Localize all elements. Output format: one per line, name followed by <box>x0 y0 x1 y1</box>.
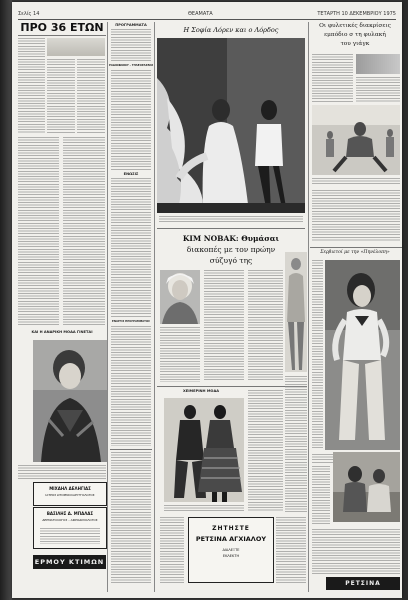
program-subtitle: ΡΑΔΙΟΦΩΝΟΥ – ΤΗΛΕΟΡΑΣΕΩΣ <box>109 64 154 67</box>
article-text <box>276 517 306 583</box>
column-rule <box>107 22 108 592</box>
section-rule <box>157 228 305 229</box>
article-text <box>47 59 75 134</box>
novak-photo-svg <box>160 270 200 324</box>
scan-edge-left <box>0 0 12 600</box>
column-rule <box>308 22 309 592</box>
left-headline: ΠΡΟ 36 ΕΤΩΝ <box>20 21 104 34</box>
retsina-ad-line2: ΡΕΤΣΙΝΑ ΑΓΧΙΑΛΟΥ <box>195 535 267 543</box>
penelope-photo <box>325 260 400 450</box>
ermou-banner: ΕΡΜΟΥ ΚΤΙΜΩΝ <box>33 555 106 569</box>
article-text <box>356 77 400 102</box>
program-listing <box>111 326 151 446</box>
ad-details <box>40 528 100 544</box>
article-text <box>160 327 200 382</box>
prison-photo <box>312 105 400 175</box>
small-portrait <box>356 54 400 74</box>
article-text <box>63 137 105 327</box>
article-photo-small <box>47 38 105 56</box>
ad-title: ΔΕΡΜΑΤΟΛΟΓΟΣ – ΑΦΡΟΔΙΣΙΟΛΟΓΟΣ <box>42 518 98 522</box>
photo-caption-text <box>159 216 303 224</box>
loren-photo-svg <box>157 38 305 213</box>
program-section: ΕΝΩΣΙΣ <box>123 172 139 176</box>
ad-name: ΒΑΣΙΛΗΣ Δ. ΜΠΑΛΑΣ <box>46 511 94 516</box>
prison-photo-svg <box>312 105 400 175</box>
article-text <box>312 260 323 450</box>
program-listing <box>111 29 151 62</box>
fashion-label: ΧΕΙΜΕΡΙΝΗ ΜΟΔΑ <box>182 389 220 393</box>
program-listing <box>111 70 151 170</box>
fashion-caption <box>164 505 244 513</box>
novak-headline-line1: ΚΙΜ ΝΟΒΑΚ: Θυμάσαι <box>182 234 280 243</box>
article-text <box>312 529 400 575</box>
photo-caption-title: ΚΑΙ Η ΑΝΔΡΙΚΗ ΜΟΔΑ ΓΙΝΕΤΑΙ <box>31 330 93 334</box>
novak-headline-line2: διακοπές με τον πρώην <box>186 245 276 254</box>
ad-name: ΜΙΧΑΗΛ ΔΕΛΗΓΙΑΣ <box>49 486 91 491</box>
article-text <box>77 59 105 134</box>
man-portrait-svg <box>33 340 107 462</box>
article-text <box>312 54 353 102</box>
right-headline-line1: Οι φυλετικές διακρίσεις <box>319 23 391 29</box>
program-listing <box>111 452 151 584</box>
article-text <box>160 517 184 583</box>
couple-photo <box>333 452 400 522</box>
novak-full-photo-svg <box>285 252 307 372</box>
retsina-banner: ΡΕΤΣΙΝΑ ΑΓΧΙΑΛΟΥ <box>326 577 400 590</box>
program-listing <box>111 178 151 318</box>
program-section: ΕΝΑΡΞΙΣ ΠΡΟΓΡΑΜΜΑΤΟΣ <box>112 320 150 323</box>
article-text <box>18 137 59 327</box>
retsina-ad-line4: ΕΚΛΕΚΤΗ <box>222 554 240 558</box>
penelope-photo-svg <box>325 260 400 450</box>
ad-title: ΙΑΤΡΟΣ ΩΤΟΡΙΝΟΛΑΡΥΓΓΟΛΟΓΟΣ <box>45 493 95 497</box>
article-text <box>285 376 307 512</box>
novak-full-photo <box>285 252 307 372</box>
right-headline-line3: του γιάγκ <box>340 41 370 47</box>
article-text <box>18 465 106 479</box>
running-header <box>18 11 396 20</box>
scan-edge-right <box>402 0 408 600</box>
headline-rule <box>18 35 106 36</box>
article-text <box>312 466 330 526</box>
newspaper-name: ΘΕΑΜΑΤΑ <box>188 11 213 17</box>
retsina-ad-line3: ΔΙΑΛΕΞΤΕ <box>222 548 240 552</box>
retsina-ad-line1: ΖΗΤΗΣΤΕ <box>212 525 250 532</box>
right-headline-line2: εμπόδιο σ τη φυλακή <box>324 32 386 38</box>
article-text <box>248 390 283 512</box>
issue-date: ΤΕΤΑΡΤΗ 10 ΔΕΚΕΜΒΡΙΟΥ 1975 <box>317 11 396 17</box>
newspaper-page <box>12 2 402 598</box>
retsina-ad <box>188 517 274 583</box>
loren-photo-headline: Η Σοφία Λόρεν και ο Λόρδος <box>183 26 279 34</box>
fashion-photo-svg <box>164 398 244 502</box>
photo-caption-text <box>312 178 400 186</box>
doctor-ad-2 <box>33 507 107 549</box>
section-rule <box>110 449 152 450</box>
article-text <box>18 38 45 134</box>
man-portrait-photo <box>33 340 107 462</box>
doctor-ad-1 <box>33 482 107 506</box>
article-text <box>204 270 244 382</box>
article-text <box>312 190 400 242</box>
page-number: Σελίς 14 <box>18 11 40 17</box>
program-title: ΠΡΟΓΡΑΜΜΑΤΑ <box>115 23 147 27</box>
couple-photo-svg <box>333 452 400 522</box>
section-rule <box>310 247 402 248</box>
novak-headline-line3: σύζυγό της <box>209 256 253 265</box>
fashion-photo <box>164 398 244 502</box>
article-text <box>248 270 283 382</box>
penelope-photo-title: Σερβιετοί με την «Πηνέλοπη» <box>320 250 390 255</box>
novak-photo <box>160 270 200 324</box>
loren-photo <box>157 38 305 213</box>
column-rule <box>154 22 155 592</box>
